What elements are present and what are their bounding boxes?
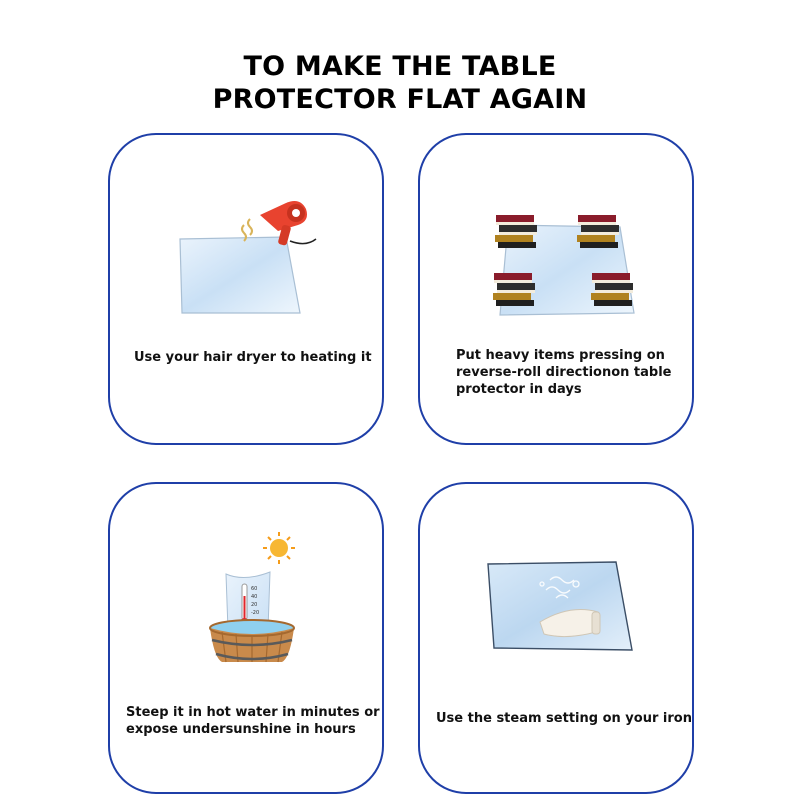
card-heavy-books	[418, 133, 694, 445]
caption-line: Use the steam setting on your iron	[436, 711, 692, 726]
table-protector-sheet	[180, 237, 300, 313]
caption	[134, 349, 372, 366]
caption-line: reverse-roll directionon table	[456, 365, 672, 380]
caption	[126, 704, 380, 738]
card-hot-water	[108, 482, 384, 794]
wooden-tub-icon	[210, 620, 294, 662]
svg-text:60: 60	[251, 586, 258, 592]
card-hair-dryer	[108, 133, 384, 445]
page-title	[0, 50, 800, 116]
books-illustration	[420, 135, 696, 447]
caption	[436, 710, 692, 727]
title-line-2: PROTECTOR FLAT AGAIN	[212, 84, 588, 115]
caption-line: Use your hair dryer to heating it	[134, 350, 372, 365]
title-line-1: TO MAKE THE TABLE	[243, 51, 557, 82]
caption-line: Put heavy items pressing on	[456, 348, 665, 363]
card-steam-iron	[418, 482, 694, 794]
sun-icon	[263, 532, 295, 564]
svg-text:-20: -20	[251, 610, 260, 616]
caption	[456, 347, 672, 398]
caption-line: protector in days	[456, 382, 582, 397]
caption-line: expose undersunshine in hours	[126, 722, 356, 737]
hair-dryer-illustration	[110, 135, 386, 447]
caption-line: Steep it in hot water in minutes or	[126, 705, 380, 720]
hot-water-illustration	[110, 484, 386, 796]
svg-text:20: 20	[251, 602, 258, 608]
svg-text:40: 40	[251, 594, 258, 600]
steam-iron-illustration	[420, 484, 696, 796]
